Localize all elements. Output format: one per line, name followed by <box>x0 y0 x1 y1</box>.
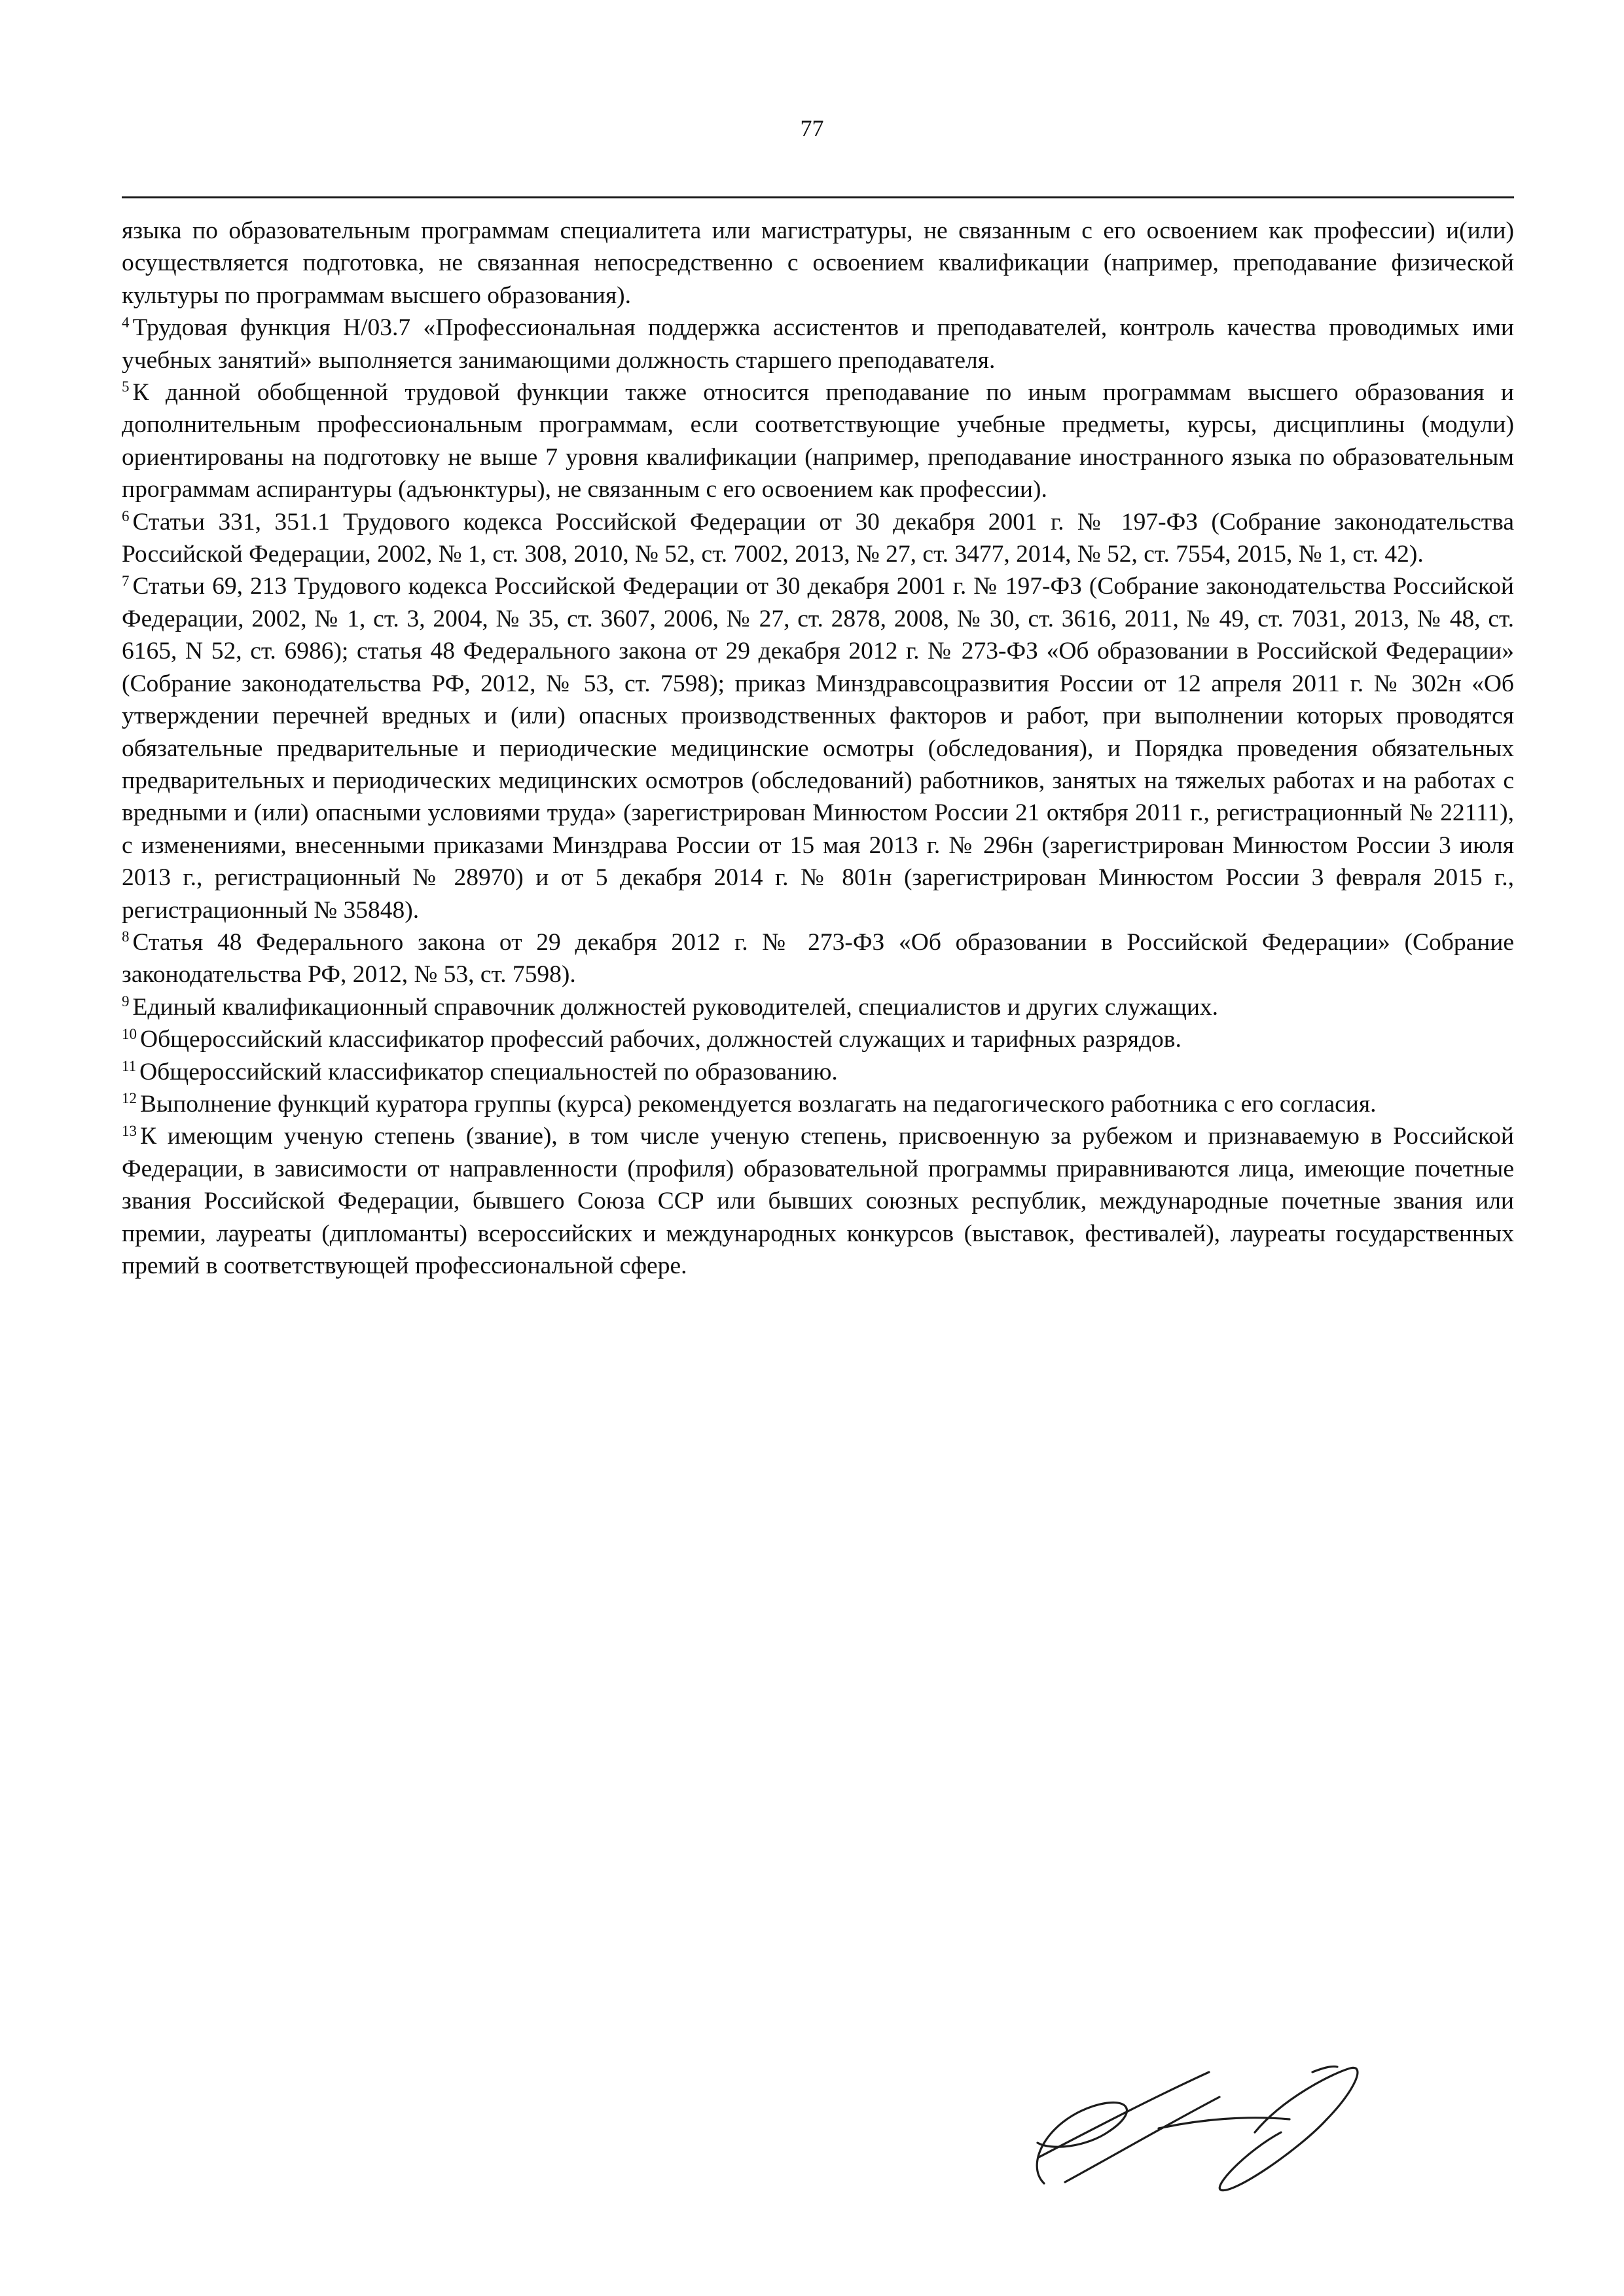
footnote-marker: 6 <box>122 508 130 525</box>
signature-stroke-tail <box>1219 2068 1358 2190</box>
footnote-12 <box>122 1088 1514 1120</box>
footnote-marker: 10 <box>122 1025 137 1042</box>
footnotes-section <box>122 215 1514 1282</box>
signature-stroke-slash <box>1065 2097 1219 2182</box>
footnote-marker: 11 <box>122 1057 137 1074</box>
footnote-text: Общероссийский классификатор профессий рабочих, должностей служащих и тарифных разрядов. <box>140 1026 1182 1053</box>
footnote-13 <box>122 1120 1514 1282</box>
page-number: 77 <box>800 115 824 141</box>
footnote-5 <box>122 376 1514 506</box>
footnote-text: Статья 48 Федерального закона от 29 декабря 2012 г. № 273-ФЗ «Об образовании в Российской Федерации» (Собрание законодательства РФ, 2012, № 53, ст. 7598). <box>122 928 1514 989</box>
footnote-text: К имеющим ученую степень (звание), в том числе ученую степень, присвоенную за рубежом и признаваемую в Российской Федерации, в зависимости от направленности (профиля) образовательной программы приравниваются лица, имеющие почетные звания Российской Федерации, бывшего Союза ССР или бывших союзных республик, международные почетные звания или премии, лауреаты (дипломанты) всероссийских и международных конкурсов (выставок, фестивалей), лауреаты государственных премий в соответствующей профессиональной сфере. <box>122 1123 1514 1279</box>
signature-stroke-tick <box>1312 2066 1337 2072</box>
footnote-marker: 9 <box>122 993 130 1010</box>
footnote-8 <box>122 926 1514 991</box>
footnote-text: Выполнение функций куратора группы (курса) рекомендуется возлагать на педагогического работника с его согласия. <box>140 1090 1377 1118</box>
signature-stroke-slash <box>1039 2072 1209 2157</box>
footnote-text: Трудовая функция H/03.7 «Профессиональная поддержка ассистентов и преподавателей, контроль качества проводимых ими учебных занятий» выполняется занимающими должность старшего преподавателя. <box>122 314 1514 374</box>
signature-stroke-loop <box>1037 2102 1127 2183</box>
footnote-10 <box>122 1023 1514 1055</box>
footnote-text: Общероссийский классификатор специальностей по образованию. <box>139 1058 838 1085</box>
footnote-marker: 13 <box>122 1122 137 1139</box>
footnote-marker: 12 <box>122 1090 137 1107</box>
handwritten-signature-icon <box>1024 2059 1365 2196</box>
footnote-text: К данной обобщенной трудовой функции также относится преподавание по иным программам высшего образования и дополнительным профессиональным программам, если соответствующие учебные предметы, курсы, дисциплины (модули) ориентированы на подготовку не выше 7 уровня квалификации (например, преподавание иностранного языка по образовательным программам аспирантуры (адъюнктуры), не связанным с его освоением как профессии). <box>122 379 1514 503</box>
footnote-text: Единый квалификационный справочник должностей руководителей, специалистов и других служащих. <box>132 993 1219 1021</box>
footnote-9 <box>122 991 1514 1023</box>
footnote-continuation: языка по образовательным программам специалитета или магистратуры, не связанным с его освоением как профессии) и(или) осуществляется подготовка, не связанная непосредственно с освоением квалификации (например, преподавание физической культуры по программам высшего образования). <box>122 217 1514 309</box>
footnote-marker: 4 <box>122 314 130 331</box>
footnote-text: Статьи 69, 213 Трудового кодекса Российской Федерации от 30 декабря 2001 г. № 197-ФЗ (Собрание законодательства Российской Федерации, 2002, № 1, ст. 3, 2004, № 35, ст. 3607, 2006, № 27, ст. 2878, 2008, № 30, ст. 3616, 2011, № 49, ст. 7031, 2013, № 48, ст. 6165, N 52, ст. 6986); статья 48 Федерального закона от 29 декабря 2012 г. № 273-ФЗ «Об образовании в Российской Федерации» (Собрание законодательства РФ, 2012, № 53, ст. 7598); приказ Минздравсоцразвития России от 12 апреля 2011 г. № 302н «Об утверждении перечней вредных и (или) опасных производственных факторов и работ, при выполнении которых проводятся обязательные предварительные и периодические медицинские осмотры (обследования), и Порядка проведения обязательных предварительных и периодических медицинских осмотров (обследований) работников, занятых на тяжелых работах и на работах с вредными и (или) опасными условиями труда» (зарегистрирован Минюстом России 21 октября 2011 г., регистрационный № 22111), с изменениями, внесенными приказами Минздрава России от 15 мая 2013 г. № 296н (зарегистрирован Минюстом России 3 июля 2013 г., регистрационный № 28970) и от 5 декабря 2014 г. № 801н (зарегистрирован Минюстом России 3 февраля 2015 г., регистрационный № 35848). <box>122 573 1514 924</box>
footnote-marker: 5 <box>122 378 130 395</box>
footnote-separator <box>122 196 1514 198</box>
footnote-text: Статьи 331, 351.1 Трудового кодекса Российской Федерации от 30 декабря 2001 г. № 197-ФЗ (Собрание законодательства Российской Федерации, 2002, № 1, ст. 308, 2010, № 52, ст. 7002, 2013, № 27, ст. 3477, 2014, № 52, ст. 7554, 2015, № 1, ст. 42). <box>122 508 1514 568</box>
footnote-11 <box>122 1056 1514 1088</box>
footnote-7 <box>122 570 1514 926</box>
footnote-marker: 8 <box>122 928 130 945</box>
footnote-6 <box>122 506 1514 571</box>
footnote-marker: 7 <box>122 572 130 589</box>
footnote-4 <box>122 312 1514 376</box>
